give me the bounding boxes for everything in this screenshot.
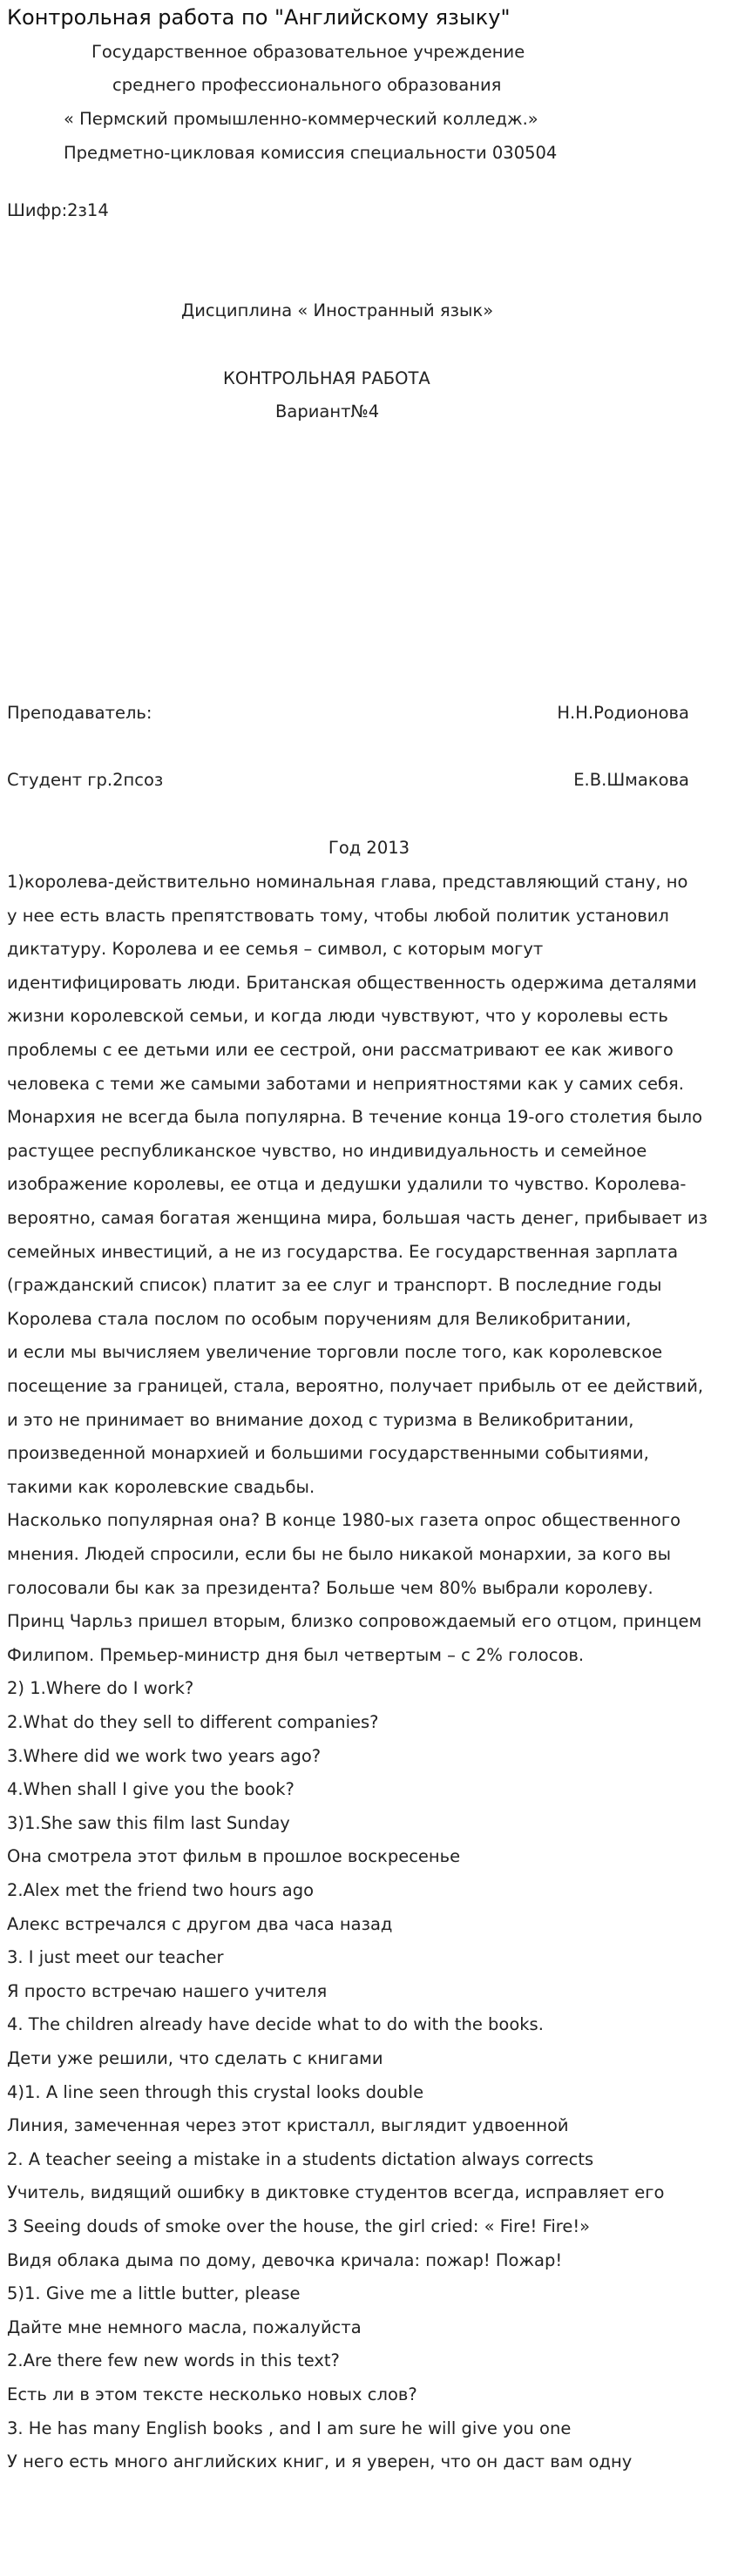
body-line: вероятно, самая богатая женщина мира, большая часть денег, прибывает из — [7, 1208, 708, 1228]
body-line: 3 Seeing douds of smoke over the house, the girl cried: « Fire! Fire!» — [7, 2216, 591, 2236]
body-line: Она смотрела этот фильм в прошлое воскресенье — [7, 1846, 461, 1867]
body-line: растущее республиканское чувство, но индивидуальность и семейное — [7, 1140, 647, 1161]
body-line: Линия, замеченная через этот кристалл, выглядит удвоенной — [7, 2115, 569, 2136]
body-line: Королева стала послом по особым поручениям для Великобритании, — [7, 1308, 632, 1329]
header-education-level: среднего профессионального образования — [112, 75, 502, 95]
work-title: КОНТРОЛЬНАЯ РАБОТА — [223, 368, 430, 388]
teacher-label: Преподаватель: — [7, 703, 152, 723]
body-line: Я просто встречаю нашего учителя — [7, 1980, 328, 2001]
document-title: Контрольная работа по "Английскому языку" — [7, 5, 511, 30]
body-line: человека с теми же самыми заботами и неприятностями как у самих себя. — [7, 1073, 684, 1094]
body-line: 3.Where did we work two years ago? — [7, 1745, 322, 1766]
body-line: 2) 1.Where do I work? — [7, 1678, 194, 1699]
body-line: (гражданский список) платит за ее слуг и транспорт. В последние годы — [7, 1275, 662, 1296]
student-label: Студент гр.2псоз — [7, 770, 164, 790]
body-line: Есть ли в этом тексте несколько новых слов? — [7, 2384, 417, 2404]
body-line: 4. The children already have decide what to do with the books. — [7, 2014, 544, 2035]
body-line: Монархия не всегда была популярна. В течение конца 19-ого столетия было — [7, 1107, 703, 1128]
body-line: проблемы с ее детьми или ее сестрой, они рассматривают ее как живого — [7, 1040, 674, 1060]
body-line: 5)1. Give me a little butter, please — [7, 2283, 301, 2304]
discipline-label: Дисциплина « Иностранный язык» — [181, 300, 494, 320]
body-line: 4)1. A line seen through this crystal looks double — [7, 2081, 424, 2102]
body-line: и если мы вычисляем увеличение торговли после того, как королевское — [7, 1342, 663, 1363]
body-line: и это не принимает во внимание доход с туризма в Великобритании, — [7, 1409, 634, 1430]
student-name: Е.В.Шмакова — [573, 770, 689, 790]
body-line: Видя облака дыма по дому, девочка кричала: пожар! Пожар! — [7, 2249, 563, 2270]
body-line: Принц Чарльз пришел вторым, близко сопровождаемый его отцом, принцем — [7, 1611, 702, 1632]
body-line: Дайте мне немного масла, пожалуйста — [7, 2316, 362, 2337]
year-label: Год 2013 — [328, 838, 410, 858]
body-line: посещение за границей, стала, вероятно, получает прибыль от ее действий, — [7, 1376, 704, 1396]
body-line: семейных инвестиций, а не из государства. Ее государственная зарплата — [7, 1241, 679, 1262]
body-line: диктатуру. Королева и ее семья – символ, с которым могут — [7, 939, 544, 960]
body-line: Филипом. Премьер-министр дня был четвертым – с 2% голосов. — [7, 1644, 585, 1665]
body-line: 2.What do they sell to different companies? — [7, 1712, 379, 1732]
body-line: идентифицировать люди. Британская общественность одержима деталями — [7, 972, 697, 993]
body-line: 3. He has many English books , and I am sure he will give you one — [7, 2418, 572, 2438]
body-line: у нее есть власть препятствовать тому, чтобы любой политик установил — [7, 905, 669, 926]
body-line: 2.Alex met the friend two hours ago — [7, 1880, 315, 1900]
header-institution-type: Государственное образовательное учреждение — [91, 42, 525, 62]
body-line: 2.Are there few new words in this text? — [7, 2350, 340, 2371]
body-line: Алекс встречался с другом два часа назад — [7, 1913, 393, 1934]
variant-label: Вариант№4 — [275, 401, 380, 421]
body-line: такими как королевские свадьбы. — [7, 1476, 315, 1497]
body-line: Дети уже решили, что сделать с книгами — [7, 2048, 383, 2068]
body-line: 1)королева-действительно номинальная глава, представляющий стану, но — [7, 872, 688, 892]
body-line: 3)1.She saw this film last Sunday — [7, 1812, 290, 1833]
body-line: изображение королевы, ее отца и дедушки удалили то чувство. Королева- — [7, 1174, 687, 1195]
header-college-name: « Пермский промышленно-коммерческий колледж.» — [64, 109, 538, 129]
body-line: мнения. Людей спросили, если бы не было никакой монархии, за кого вы — [7, 1544, 671, 1564]
body-line: У него есть много английских книг, и я уверен, что он даст вам одну — [7, 2451, 633, 2472]
teacher-name: Н.Н.Родионова — [557, 703, 689, 723]
body-line: голосовали бы как за президента? Больше чем 80% выбрали королеву. — [7, 1577, 653, 1598]
body-line: жизни королевской семьи, и когда люди чувствуют, что у королевы есть — [7, 1006, 668, 1027]
body-line: Насколько популярная она? В конце 1980-ых газета опрос общественного — [7, 1510, 681, 1531]
body-line: произведенной монархией и большими государственными событиями, — [7, 1443, 649, 1464]
body-line: 3. I just meet our teacher — [7, 1947, 224, 1968]
body-line: Учитель, видящий ошибку в диктовке студентов всегда, исправляет его — [7, 2182, 665, 2203]
body-line: 4.When shall I give you the book? — [7, 1779, 295, 1800]
cipher-code: Шифр:2з14 — [7, 200, 109, 220]
header-commission: Предметно-цикловая комиссия специальности 030504 — [64, 143, 558, 163]
body-line: 2. A teacher seeing a mistake in a students dictation always corrects — [7, 2148, 594, 2169]
